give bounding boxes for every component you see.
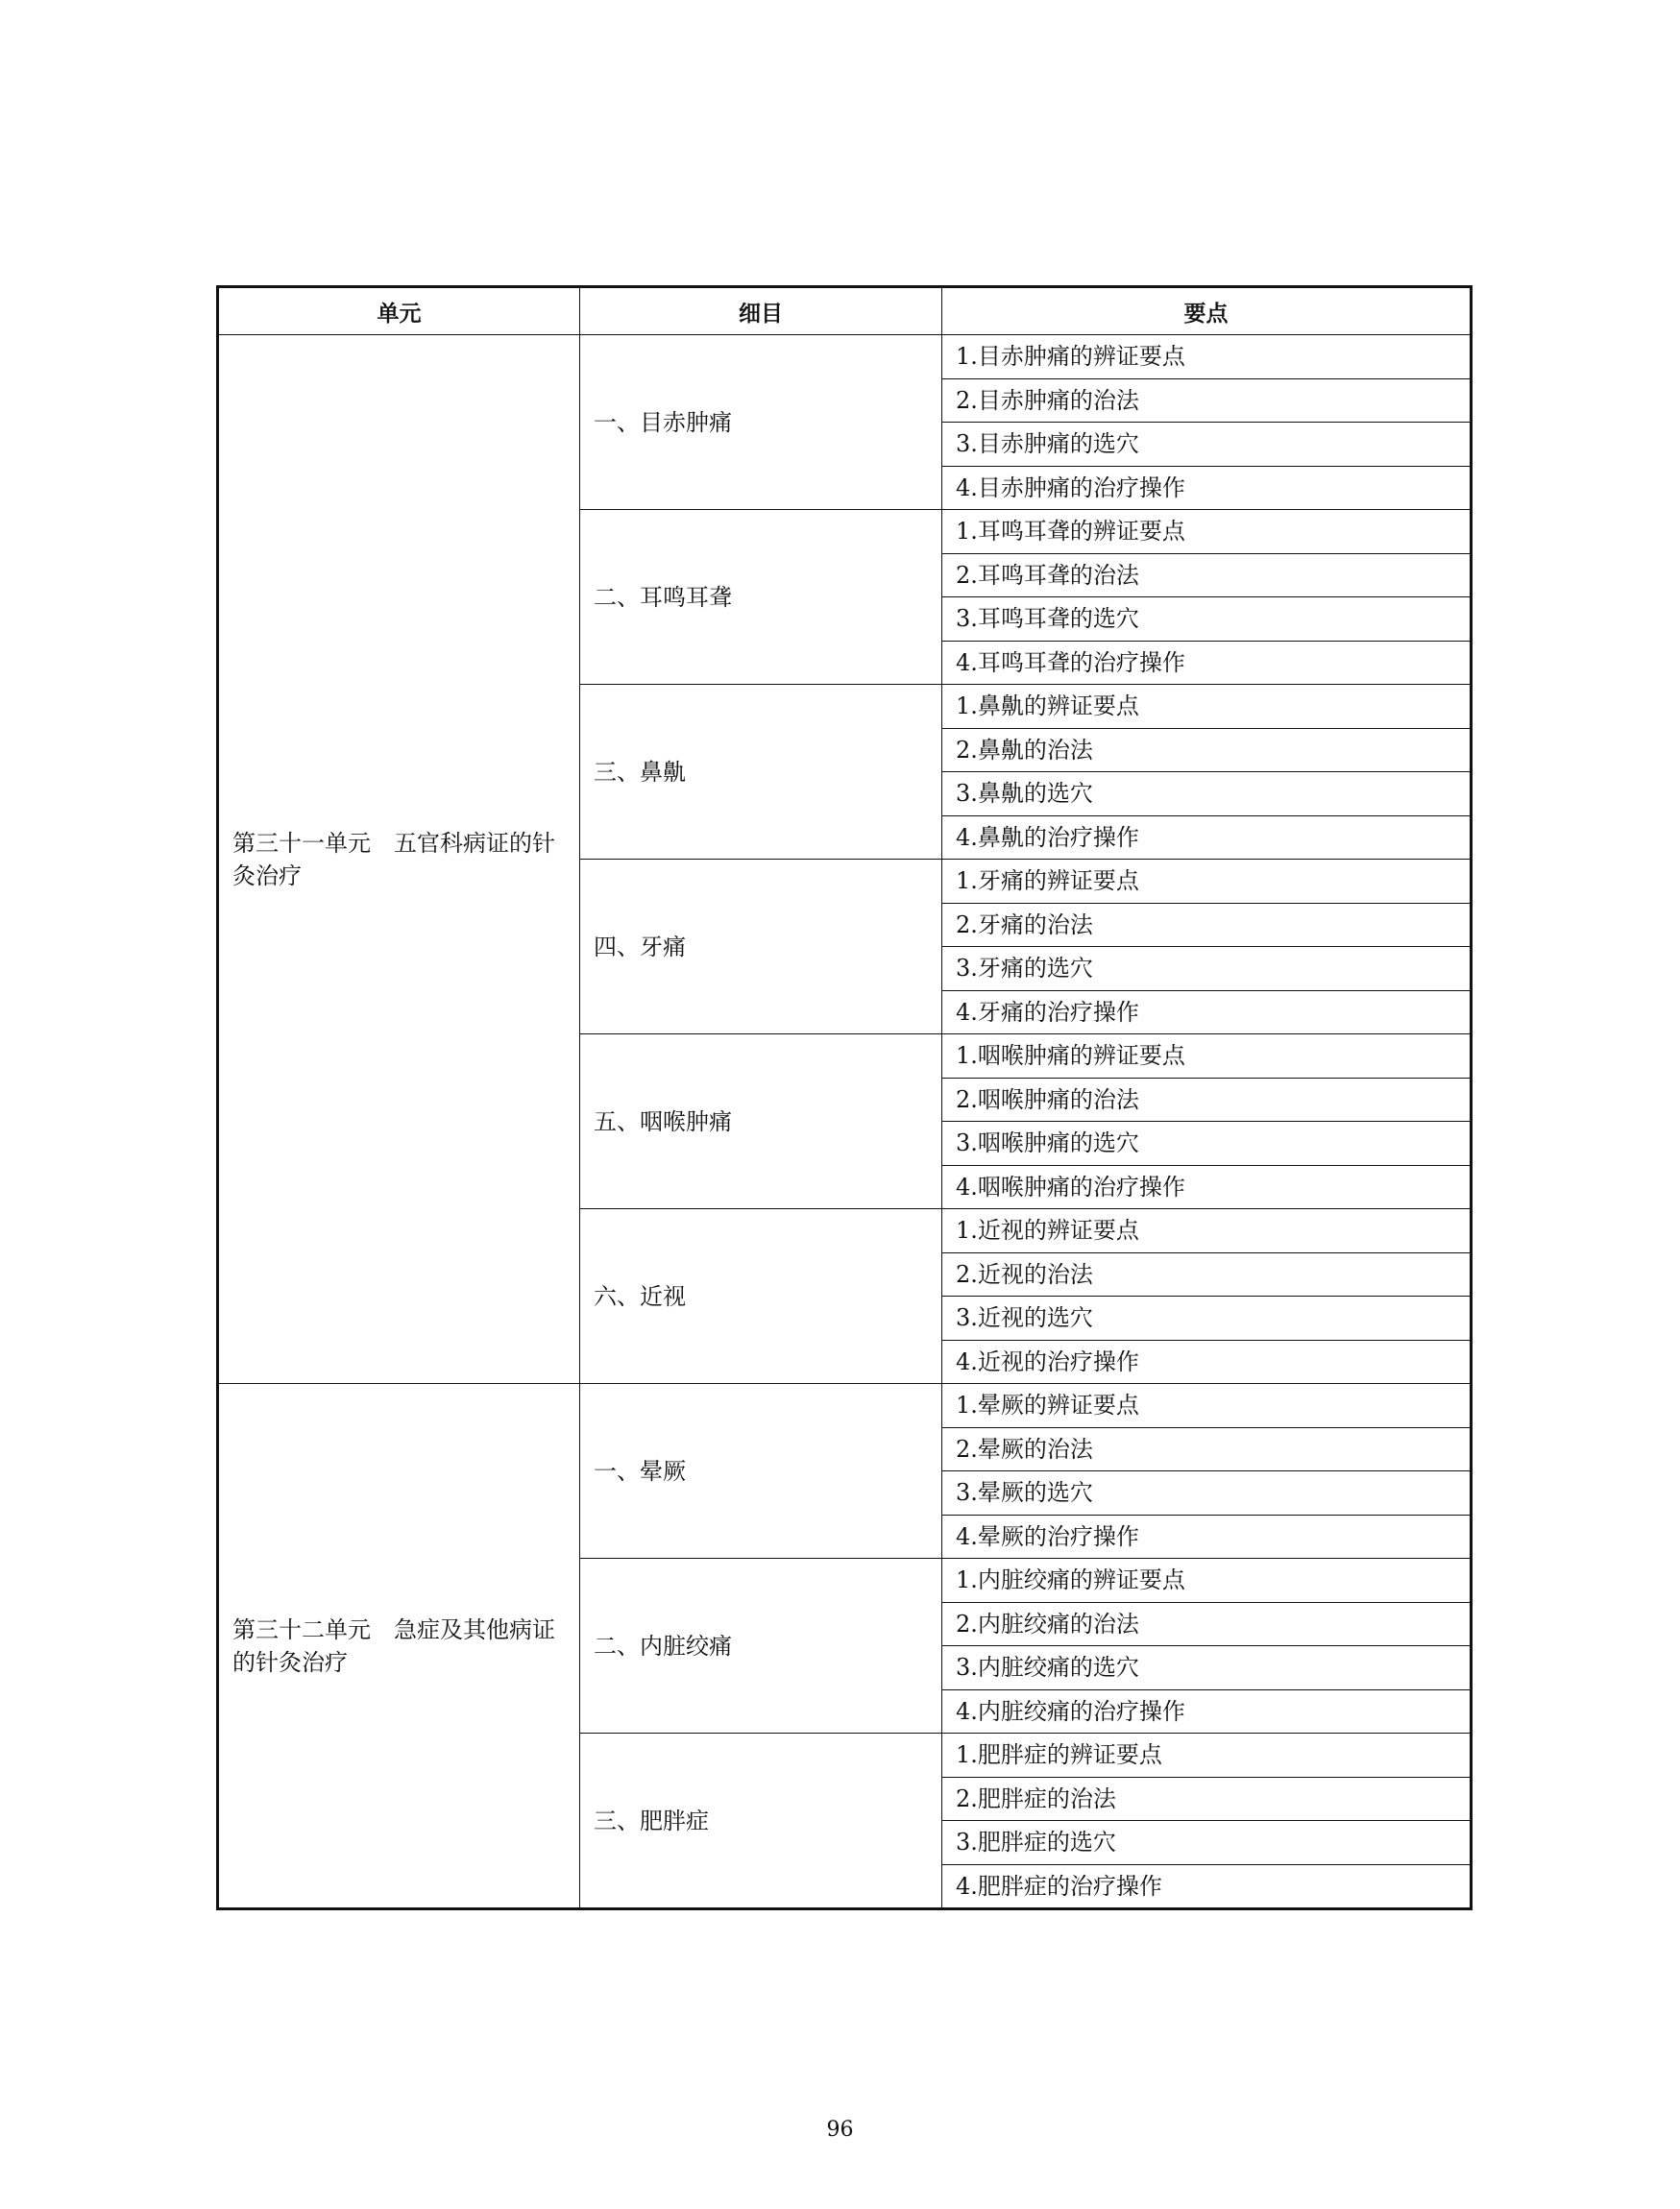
point-cell: 1.鼻鼽的辨证要点 — [942, 685, 1472, 729]
point-cell: 2.内脏绞痛的治法 — [942, 1602, 1472, 1646]
unit-cell: 第三十一单元 五官科病证的针灸治疗 — [218, 335, 580, 1384]
item-cell: 三、肥胖症 — [580, 1734, 942, 1909]
point-cell: 1.晕厥的辨证要点 — [942, 1384, 1472, 1428]
item-cell: 四、牙痛 — [580, 860, 942, 1034]
item-cell: 二、内脏绞痛 — [580, 1559, 942, 1734]
point-cell: 2.晕厥的治法 — [942, 1427, 1472, 1471]
point-cell: 3.牙痛的选穴 — [942, 947, 1472, 991]
point-cell: 3.近视的选穴 — [942, 1297, 1472, 1341]
point-cell: 1.耳鸣耳聋的辨证要点 — [942, 510, 1472, 554]
item-cell: 六、近视 — [580, 1209, 942, 1384]
header-unit: 单元 — [218, 287, 580, 335]
point-cell: 3.晕厥的选穴 — [942, 1471, 1472, 1516]
point-cell: 4.牙痛的治疗操作 — [942, 990, 1472, 1034]
point-cell: 1.肥胖症的辨证要点 — [942, 1734, 1472, 1778]
item-cell: 一、目赤肿痛 — [580, 335, 942, 510]
point-cell: 1.目赤肿痛的辨证要点 — [942, 335, 1472, 379]
page-number: 96 — [826, 2118, 854, 2142]
point-cell: 2.近视的治法 — [942, 1252, 1472, 1297]
item-cell: 五、咽喉肿痛 — [580, 1034, 942, 1209]
point-cell: 1.牙痛的辨证要点 — [942, 860, 1472, 904]
syllabus-table — [216, 285, 1473, 1910]
point-cell: 2.目赤肿痛的治法 — [942, 378, 1472, 423]
point-cell: 3.鼻鼽的选穴 — [942, 772, 1472, 816]
point-cell: 4.鼻鼽的治疗操作 — [942, 815, 1472, 860]
point-cell: 4.内脏绞痛的治疗操作 — [942, 1689, 1472, 1734]
point-cell: 3.目赤肿痛的选穴 — [942, 423, 1472, 467]
point-cell: 4.近视的治疗操作 — [942, 1340, 1472, 1384]
point-cell: 4.耳鸣耳聋的治疗操作 — [942, 641, 1472, 685]
table-row — [218, 335, 1472, 379]
point-cell: 1.内脏绞痛的辨证要点 — [942, 1559, 1472, 1603]
header-item: 细目 — [580, 287, 942, 335]
item-cell: 三、鼻鼽 — [580, 685, 942, 860]
point-cell: 3.咽喉肿痛的选穴 — [942, 1122, 1472, 1166]
point-cell: 1.咽喉肿痛的辨证要点 — [942, 1034, 1472, 1079]
item-cell: 一、晕厥 — [580, 1384, 942, 1559]
point-cell: 3.耳鸣耳聋的选穴 — [942, 597, 1472, 642]
item-cell: 二、耳鸣耳聋 — [580, 510, 942, 685]
point-cell: 4.目赤肿痛的治疗操作 — [942, 466, 1472, 510]
point-cell: 2.咽喉肿痛的治法 — [942, 1078, 1472, 1122]
point-cell: 2.鼻鼽的治法 — [942, 728, 1472, 772]
table-row — [218, 1384, 1472, 1428]
point-cell: 4.肥胖症的治疗操作 — [942, 1864, 1472, 1909]
table-body — [218, 335, 1472, 1909]
unit-cell: 第三十二单元 急症及其他病证的针灸治疗 — [218, 1384, 580, 1909]
point-cell: 3.内脏绞痛的选穴 — [942, 1646, 1472, 1690]
point-cell: 3.肥胖症的选穴 — [942, 1821, 1472, 1865]
point-cell: 4.咽喉肿痛的治疗操作 — [942, 1165, 1472, 1209]
header-row — [218, 287, 1472, 335]
point-cell: 4.晕厥的治疗操作 — [942, 1515, 1472, 1559]
point-cell: 1.近视的辨证要点 — [942, 1209, 1472, 1253]
point-cell: 2.耳鸣耳聋的治法 — [942, 553, 1472, 597]
point-cell: 2.牙痛的治法 — [942, 903, 1472, 947]
point-cell: 2.肥胖症的治法 — [942, 1777, 1472, 1821]
header-point: 要点 — [942, 287, 1472, 335]
